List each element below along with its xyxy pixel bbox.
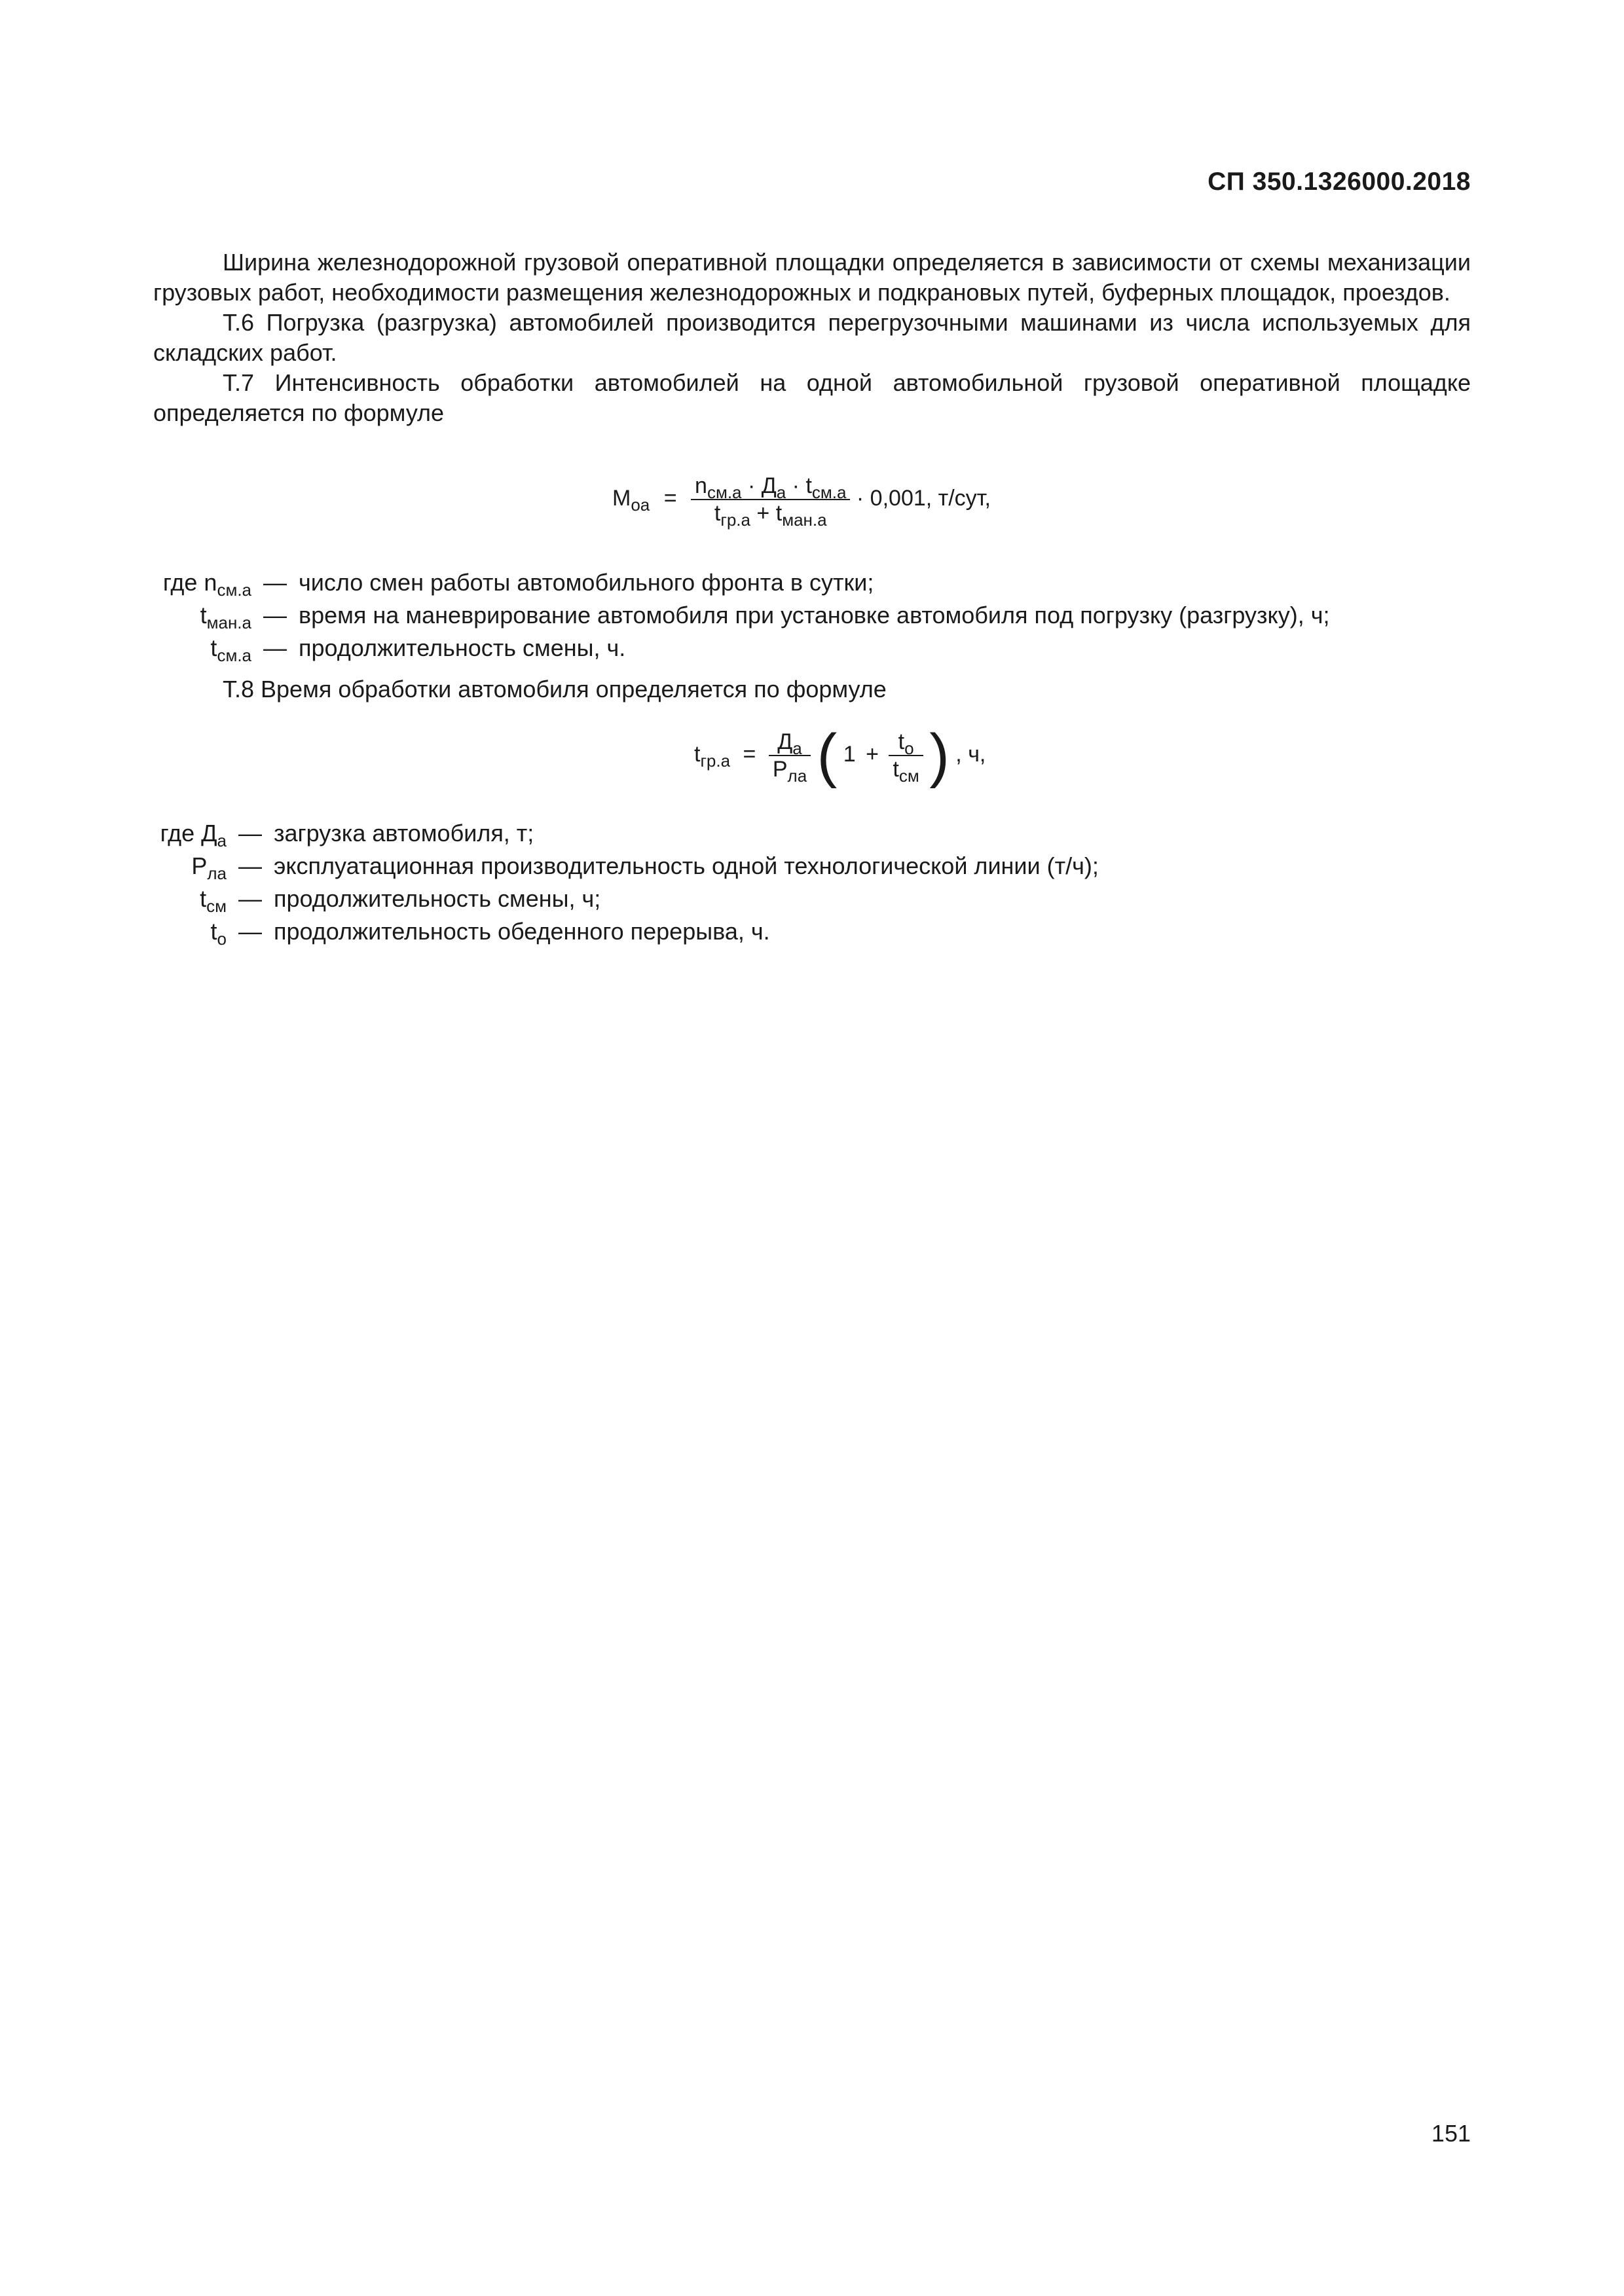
definition-row: $P_{ла}$ — эксплуатационная производительность одной технологической линии (т/ч); [153,850,1099,883]
formula1-numerator: $n_{см.а} \cdot Д_а \cdot t_{см.а}$ [691,473,850,500]
formula1-denominator: $t_{гр.а} + t_{ман.а}$ [714,501,827,530]
page-number: 151 [1431,2120,1471,2147]
paragraph-t6: Т.6 Погрузка (разгрузка) автомобилей производится перегрузочными машинами из числа используемых для складских работ. [153,309,1471,366]
definition-text: продолжительность смены, ч; [274,885,601,912]
formula2-equals: = [743,741,756,767]
formula2-fraction: $\frac{Д_а}{P_{ла}}$ [769,729,811,782]
definition-text: время на маневрирование автомобиля при установке автомобиля под погрузку (разгрузку), ч; [299,602,1330,629]
definition-text: число смен работы автомобильного фронта в сутки; [299,569,874,596]
paragraph-t7: Т.7 Интенсивность обработки автомобилей на одной автомобильной грузовой оперативной площадке определяется по формуле [153,369,1471,426]
definition-row: где $n_{см.а}$ — число смен работы автомобильного фронта в сутки; [153,566,1329,599]
formula1-fraction [691,473,850,530]
definition-row: $t_о$ — продолжительность обеденного перерыва, ч. [153,915,1099,948]
body-text-t8 [153,674,1471,704]
formula2-right-paren: ) [929,722,950,789]
definition-text: продолжительность обеденного перерыва, ч. [274,918,770,945]
formula1-lhs: $M_{оа}$ [612,485,650,515]
definition-row: $t_{ман.а}$ — время на маневрирование автомобиля при установке автомобиля под погрузку (разгрузку), ч; [153,599,1329,632]
definitions-formula1 [153,566,1329,665]
formula1-equals: = [663,485,677,511]
formula-intensity [612,473,991,530]
paragraph-t8: Т.8 Время обработки автомобиля определяется по формуле [223,676,887,702]
definition-row: $t_{см.а}$ — продолжительность смены, ч. [153,632,1329,665]
formula1-tail: · 0,001, т/сут, [856,485,991,511]
definition-row: $t_{см}$ — продолжительность смены, ч; [153,883,1099,915]
formula2-lhs: $t_{гр.а}$ [694,741,731,771]
definitions-formula2 [153,817,1099,948]
definition-text: загрузка автомобиля, т; [274,820,534,847]
definition-text: эксплуатационная производительность одной технологической линии (т/ч); [274,852,1099,879]
document-code: СП 350.1326000.2018 [1208,168,1471,196]
formula2-left-paren: ( [817,722,838,789]
body-text-top [153,247,1471,428]
formula-processing-time: $t_{гр.а}$ = $\frac{Д_а}{P_{ла}}$ ( 1 + $\frac{t_о}{t_{см}}$ ) , ч, [694,722,986,789]
paragraph-platform-width: Ширина железнодорожной грузовой оперативной площадки определяется в зависимости от схемы механизации грузовых работ, необходимости размещения железнодорожных и подкрановых путей, буферных площадок, проездов. [153,249,1471,306]
formula2-inner-fraction: $\frac{t_о}{t_{см}}$ [889,729,923,782]
formula2-tail: , ч, [955,741,986,767]
definition-row: где $Д_а$ — загрузка автомобиля, т; [153,817,1099,850]
definition-text: продолжительность смены, ч. [299,634,626,661]
